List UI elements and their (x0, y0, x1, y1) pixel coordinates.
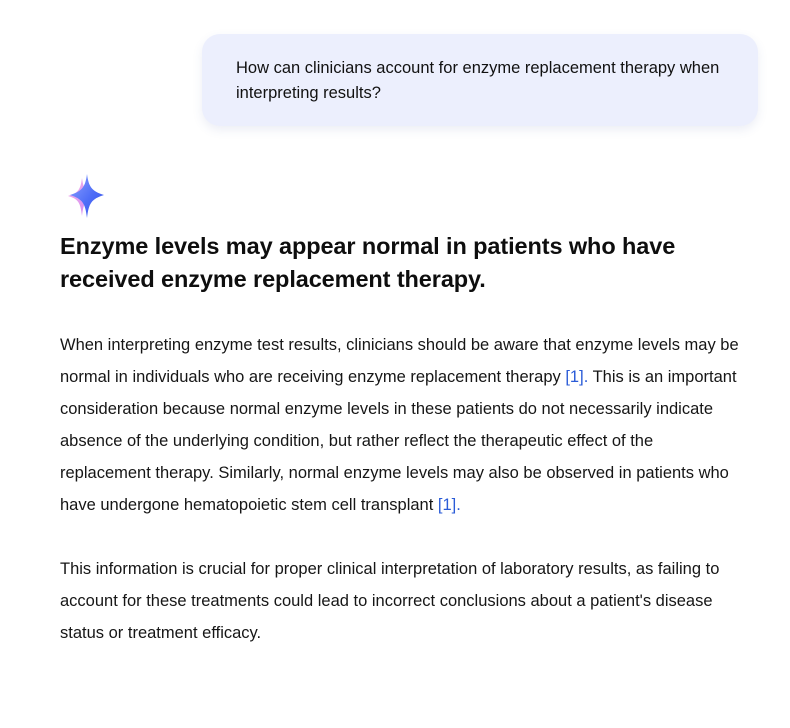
answer-heading: Enzyme levels may appear normal in patients who have received enzyme replacement therapy. (60, 233, 676, 292)
user-message-text: How can clinicians account for enzyme replacement therapy when interpreting results? (236, 59, 720, 102)
answer-paragraph-2: This information is crucial for proper clinical interpretation of laboratory results, as failing to account for these treatments could lead to incorrect conclusions about a patient's disease status or treatment efficacy. (60, 560, 720, 642)
answer-paragraph-1 (60, 329, 740, 521)
assistant-answer (60, 230, 740, 649)
citation-link-2[interactable]: [1]. (437, 496, 461, 514)
sparkle-icon (58, 172, 112, 222)
user-message-bubble (202, 34, 758, 126)
citation-link-1[interactable]: [1]. (565, 368, 589, 386)
paragraph-1-text-b: This is an important consideration because normal enzyme levels in these patients do not necessarily indicate absence of the underlying condition, but rather reflect the therapeutic effect of the replacement therapy. Similarly, normal enzyme levels may also be observed in patients who have undergone hematopoietic stem cell transplant (60, 368, 737, 514)
paragraph-1-text-a: When interpreting enzyme test results, clinicians should be aware that enzyme levels may be normal in individuals who are receiving enzyme replacement therapy (60, 336, 739, 386)
